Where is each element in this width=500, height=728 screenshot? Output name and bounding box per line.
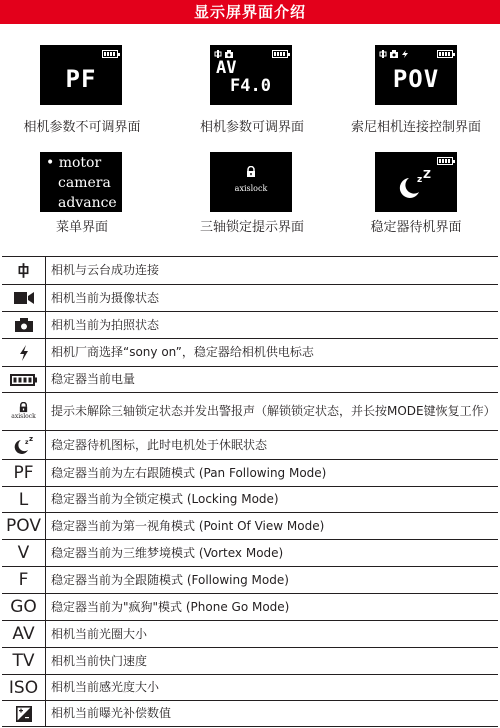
legend-description: 相机与云台成功连接 [51,263,160,277]
legend-icon-cell [2,285,46,311]
lightning-icon [401,50,409,58]
legend-icon-cell: ISO [2,675,46,700]
legend-description: 相机当前曝光补偿数值 [51,706,172,720]
lock-icon [245,166,257,178]
legend-row [2,285,498,312]
legend-row [2,257,498,285]
menu-item-camera: camera [58,175,111,191]
legend-icon-cell: AV [2,621,46,647]
legend-description: 稳定器当前为三维梦境模式 (Vortex Mode) [51,545,284,560]
legend-description: 相机当前感光度大小 [51,680,160,694]
legend-icon-cell [2,701,46,726]
legend-row [2,701,498,726]
legend-icon-cell [2,393,46,430]
legend-icon-cell: PF [2,460,46,486]
gimbal-connect-icon [214,50,222,58]
legend-row [2,594,498,621]
photo-camera-icon [390,50,398,58]
screen-label-standby: 稳定器待机界面 [370,220,462,235]
screen-axislock-text: axislock [234,184,268,193]
legend-description: 稳定器待机图标，此时电机处于休眠状态 [51,437,268,452]
legend-icon-cell [2,367,46,392]
legend-description: 稳定器当前电量 [51,372,136,386]
screen-label-axislock: 三轴锁定提示界面 [199,220,304,235]
screen-menu-display [40,152,122,212]
battery-icon [10,374,38,386]
menu-item-advance: advance [58,195,117,211]
screen-label-menu: 菜单界面 [55,220,108,235]
photo-camera-icon [225,50,233,58]
screen-label-params-locked: 相机参数不可调界面 [23,120,141,135]
svg-text:z: z [28,436,33,443]
legend-description: 相机当前光圈大小 [51,626,148,641]
axis-lock-icon [18,402,29,413]
sleep-moon-icon [13,436,35,454]
legend-icon-cell [2,339,46,366]
video-camera-icon [14,291,34,305]
legend-icon-cell: L [2,487,46,512]
screen-pf-display [40,45,122,105]
gimbal-connect-icon [379,50,387,58]
legend-icon-cell: GO [2,594,46,620]
axislock-icon-text: axislock [11,413,36,420]
legend-description: 相机当前快门速度 [51,653,148,668]
screen-pov-display [375,45,457,105]
legend-row [2,312,498,339]
menu-item-motor: • motor [46,155,102,171]
battery-icon [437,157,453,165]
legend-row [2,393,498,431]
legend-description: 相机当前为摄像状态 [51,290,160,305]
svg-text:z: z [24,439,28,446]
screen-av-display [210,45,292,105]
icon-legend-table [2,256,498,727]
legend-icon-cell: F [2,567,46,593]
legend-description: 提示未解除三轴锁定状态并发出警报声（解锁锁定状态，并长按MODE键恢复工作） [51,404,496,418]
page-title: 显示屏界面介绍 [0,0,500,24]
svg-text:Z: Z [423,170,431,181]
legend-row [2,460,498,487]
legend-description: 相机当前为拍照状态 [51,317,160,332]
screen-standby-display [375,152,457,212]
legend-icon-cell: POV [2,513,46,539]
screen-mode-text: PF [65,65,97,93]
menu-list [46,153,117,213]
legend-row [2,513,498,540]
exposure-comp-icon [16,706,32,722]
gimbal-connect-icon [18,263,29,278]
screen-mode-text: POV [392,65,440,93]
svg-text:z: z [417,175,423,185]
lightning-icon [19,345,29,361]
screen-fstop-value: F4.0 [230,76,271,96]
legend-description: 稳定器当前为"疯狗"模式 (Phone Go Mode) [51,599,290,614]
legend-description: 稳定器当前为第一视角模式 (Point Of View Mode) [51,518,325,533]
legend-row [2,339,498,367]
legend-row [2,431,498,460]
legend-description: 稳定器当前为全跟随模式 (Following Mode) [51,572,289,587]
screen-gallery [0,40,500,248]
legend-row [2,540,498,567]
legend-row [2,621,498,648]
photo-camera-icon [15,318,33,332]
battery-icon [272,50,288,58]
legend-icon-cell [2,431,46,459]
legend-icon-cell [2,257,46,284]
screen-axislock-display [210,152,292,212]
legend-description: 相机厂商选择“sony on”，稳定器给相机供电标志 [51,345,314,359]
legend-row [2,567,498,594]
legend-icon-cell: V [2,540,46,566]
sleep-moon-icon [395,170,435,200]
legend-icon-cell [2,312,46,338]
screen-label-params-adjustable: 相机参数可调界面 [199,120,304,135]
legend-icon-cell: TV [2,648,46,674]
legend-row [2,487,498,513]
screen-label-sony-control: 索尼相机连接控制界面 [350,120,481,135]
legend-description: 稳定器当前为左右跟随模式 (Pan Following Mode) [51,465,327,480]
legend-row [2,675,498,701]
screen-av-label: AV [216,58,237,78]
legend-row [2,367,498,393]
battery-icon [437,50,453,58]
screen-aperture-text [216,59,271,95]
legend-description: 稳定器当前为全锁定模式 (Locking Mode) [51,492,279,506]
legend-row [2,648,498,675]
battery-icon [102,50,118,58]
